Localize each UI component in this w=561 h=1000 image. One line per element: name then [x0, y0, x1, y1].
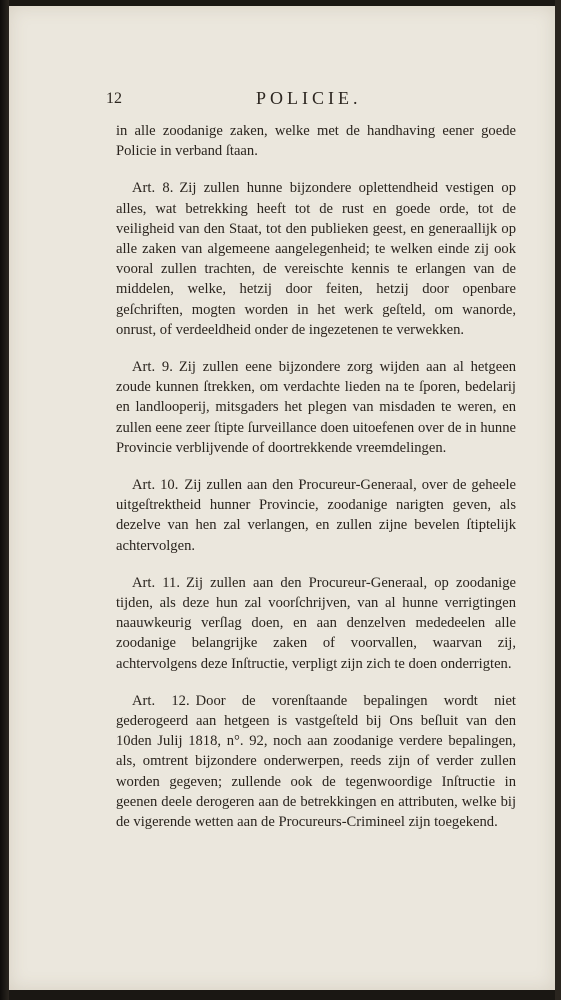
article-11 — [116, 573, 516, 674]
book-page — [9, 6, 555, 990]
article-text: Door de vorenſtaande bepalingen wordt niet gederogeerd aan hetgeen is vastgeſteld bij Ons beſluit van den 10den Julij 1818, n°. 92, noch aan zoodanige verdere bepalingen, als, omtrent bijzondere onderwerpen, reeds zijn of verder zullen worden gegeven; zullende ook de tegenwoordige Inſtructie in geenen deele derogeren aan de betrekkingen en attributen, welke bij de vigerende wetten aan de Procureurs-Crimineel zijn toegekend. — [116, 692, 516, 831]
article-10 — [116, 475, 516, 556]
article-text: Zij zullen eene bijzondere zorg wijden aan al hetgeen zoude kunnen ſtrekken, om verdachte lieden na te ſporen, bedelarij en landlooperij, mitsgaders het plegen van misdaden te weren, en zullen eene zeer ſtipte ſurveillance doen uitoefenen over de in hunne Provincie verblijvende of doortrekkende vreemdelingen. — [116, 359, 516, 456]
book-gutter-shadow — [0, 0, 9, 1000]
right-page-edge — [555, 0, 561, 1000]
article-9 — [116, 357, 516, 458]
article-12 — [116, 691, 516, 832]
article-label: Art. 12. — [132, 692, 190, 709]
article-label: Art. 10. — [132, 477, 179, 494]
article-label: Art. 9. — [132, 359, 173, 376]
article-text: Zij zullen aan den Procureur-Generaal, over de geheele uitgeſtrektheid hunner Provincie, zoodanige narigten geven, als dezelve van hen zal verlangen, en zullen zijne bevelen ſtiptelijk achtervolgen. — [116, 477, 516, 554]
page-number: 12 — [106, 90, 122, 107]
article-8 — [116, 178, 516, 340]
running-head — [106, 88, 516, 110]
paragraph-text: in alle zoodanige zaken, welke met de handhaving eener goede Policie in verband ſtaan. — [116, 123, 516, 160]
paragraph-continuation — [116, 121, 516, 161]
running-title: POLICIE. — [256, 88, 362, 108]
article-text: Zij zullen aan den Procureur-Generaal, op zoodanige tijden, als deze hun zal voorſchrijven, van al hunne verrigtingen naauwkeurig verſlag doen, en aan denzelven mededeelen alle zoodanige belangrijke zaken of voorvallen, waarvan zij, achtervolgens deze Inſtructie, verpligt zijn zich te doen onderrigten. — [116, 574, 516, 672]
article-label: Art. 11. — [132, 574, 180, 591]
article-text: Zij zullen hunne bijzondere oplettendheid vestigen op alles, wat betrekking heeft tot de rust en goede orde, tot de veiligheid van den Staat, tot den publieken geest, en generaallijk op alle zaken van algemeene aangelegenheid; te welken einde zij ook vooral zullen trachten, de vereischte kennis te erlangen van de middelen, welke, hetzij door feiten, hetzij door openbare geſchriften, mogten worden in het werk geſteld, om wanorde, onrust, of verdeeldheid onder de ingezetenen te verwekken. — [116, 180, 516, 338]
article-label: Art. 8. — [132, 180, 174, 197]
body-text — [116, 121, 516, 849]
